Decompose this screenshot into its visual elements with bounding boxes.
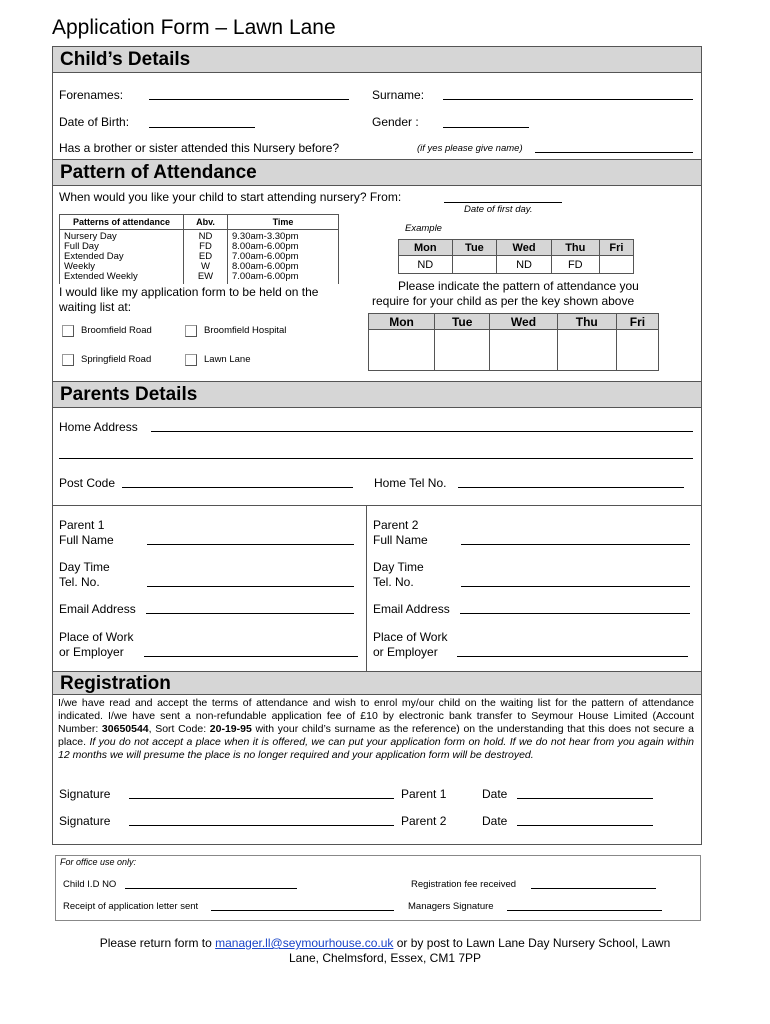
terms-italic: If you do not accept a place when it is offered, we can put your application form on hold. If we do not hear from you again within 12 months we will presume the place is no longer required and your application form will be destroyed. [58,736,695,761]
pattern-name: Extended Weekly [64,271,138,282]
pattern-abvs [184,230,228,285]
parent1-email-label: Email Address [59,602,136,616]
signature2-label: Signature [59,814,111,828]
broomfield-hospital-checkbox[interactable] [185,325,197,337]
parent1-label: Parent 1 [59,518,105,532]
parent2-tel-field[interactable] [461,586,690,587]
attendance-header: Tue [435,314,490,330]
broomfield-hospital-label: Broomfield Hospital [204,325,287,336]
attendance-cell-mon[interactable] [369,330,435,371]
parent1-tel-field[interactable] [147,586,354,587]
managers-sig-label: Managers Signature [408,901,494,912]
pattern-name: Nursery Day [64,231,117,242]
parent1-email-field[interactable] [146,613,354,614]
date2-label: Date [482,814,508,828]
date-first-day-caption: Date of first day. [464,204,533,215]
post-code-label: Post Code [59,476,116,490]
attendance-cell-fri[interactable] [616,330,658,371]
registration-terms [58,697,694,762]
parent2-work-field[interactable] [457,656,688,657]
patterns-header: Patterns of attendance [60,215,184,230]
example-header: Thu [551,240,599,256]
parent1-fullname-field[interactable] [147,544,354,545]
pattern-time: 7.00am-6.00pm [232,251,299,262]
parent2-fullname-label: Full Name [373,533,428,547]
home-address-field-2[interactable] [59,458,693,459]
pattern-abv: EW [197,271,214,282]
attendance-header: Fri [616,314,658,330]
example-header: Mon [399,240,453,256]
abv-header: Abv. [184,215,228,230]
return-email-link[interactable]: manager.ll@seymourhouse.co.uk [215,936,394,950]
start-date-field[interactable] [444,202,562,203]
attendance-table [368,313,659,371]
sibling-note: (if yes please give name) [417,143,523,154]
forenames-label: Forenames: [59,88,124,102]
pattern-name: Full Day [64,241,99,252]
pattern-abv: ND [198,231,213,242]
example-cell: ND [399,256,453,274]
pattern-abv: ED [198,251,213,262]
pattern-time: 8.00am-6.00pm [232,241,299,252]
parent1-daytime-label: Day Time [59,560,110,574]
example-cell [452,256,497,274]
example-cell [599,256,633,274]
pattern-names [60,230,184,285]
parent1-fullname-label: Full Name [59,533,114,547]
form-title: Application Form – Lawn Lane [52,16,336,39]
pattern-abv: FD [199,241,212,252]
home-tel-label: Home Tel No. [374,476,447,490]
springfield-road-label: Springfield Road [81,354,152,365]
parent2-telno-label: Tel. No. [373,575,414,589]
attendance-header: Wed [490,314,557,330]
date2-field[interactable] [517,825,653,826]
lawn-lane-label: Lawn Lane [204,354,251,365]
parents-divider [52,505,702,506]
pattern-name: Weekly [64,261,95,272]
pattern-times [228,230,339,285]
account-number: 30650544 [101,723,149,735]
waiting-list-text-2: waiting list at: [59,300,132,314]
gender-label: Gender : [372,115,419,129]
lawn-lane-checkbox[interactable] [185,354,197,366]
pattern-name: Extended Day [64,251,124,262]
sig-parent1-label: Parent 1 [401,787,447,801]
pattern-abv: W [201,261,210,272]
receipt-label: Receipt of application letter sent [63,901,199,912]
parent2-email-field[interactable] [460,613,690,614]
time-header: Time [228,215,339,230]
patterns-table [59,214,339,284]
home-address-field[interactable] [151,431,693,432]
signature2-field[interactable] [129,825,394,826]
date1-field[interactable] [517,798,653,799]
footer-prefix: Please return form to [99,936,216,950]
terms-text: I/we have read and accept the terms of attendance and wish to enrol my/our child on the waiting list for the pattern of attendance indicated. I/we have sent a non-refundable application fee of £10 by electronic bank transfer to Seymour House Limited (Account Number: [58,697,694,735]
gender-field[interactable] [443,127,529,128]
parent1-employer-label: or Employer [59,645,124,659]
start-question: When would you like your child to start attending nursery? From: [59,190,402,204]
parent1-telno-label: Tel. No. [59,575,100,589]
return-instructions [0,936,770,966]
dob-label: Date of Birth: [59,115,130,129]
attendance-header: Thu [557,314,616,330]
sort-code: 20-19-95 [209,723,252,735]
receipt-field[interactable] [211,910,394,911]
child-id-field[interactable] [125,888,297,889]
example-table [398,239,634,274]
example-header: Fri [599,240,633,256]
indicate-text-1: Please indicate the pattern of attendance you [398,279,639,293]
indicate-text-2: require for your child as per the key shown above [372,294,635,308]
parent1-work-field[interactable] [144,656,358,657]
sibling-name-field[interactable] [535,152,693,153]
example-header: Wed [497,240,551,256]
child-id-label: Child I.D NO [63,879,117,890]
registration-heading: Registration [52,671,702,695]
surname-field[interactable] [443,99,693,100]
pattern-time: 7.00am-6.00pm [232,271,299,282]
parents-heading: Parents Details [52,381,702,408]
footer-line-2: Lane, Chelmsford, Essex, CM1 7PP [288,951,482,965]
example-cell: FD [551,256,599,274]
footer-line-1 [0,936,770,951]
attendance-cell-thu[interactable] [557,330,616,371]
example-cell: ND [497,256,551,274]
home-address-label: Home Address [59,420,138,434]
example-header: Tue [452,240,497,256]
signature1-field[interactable] [129,798,394,799]
home-tel-field[interactable] [458,487,684,488]
terms-text: , Sort Code: [148,723,210,735]
example-label: Example [405,223,442,234]
attendance-heading: Pattern of Attendance [52,159,702,186]
pattern-time: 8.00am-6.00pm [232,261,299,272]
reg-fee-label: Registration fee received [411,879,517,890]
parent2-work-label: Place of Work [373,630,448,644]
surname-label: Surname: [372,88,425,102]
footer-suffix: or by post to Lawn Lane Day Nursery School, Lawn [393,936,671,950]
parent2-fullname-field[interactable] [461,544,690,545]
parent1-work-label: Place of Work [59,630,134,644]
terms-text: with your child’s surname as the reference) on the understanding that this does not secure a place. [58,723,695,748]
waiting-list-text-1: I would like my application form to be held on the [59,285,319,299]
broomfield-road-label: Broomfield Road [81,325,152,336]
attendance-header: Mon [369,314,435,330]
childs-details-heading: Child’s Details [52,46,702,73]
parent2-employer-label: or Employer [373,645,438,659]
pattern-time: 9.30am-3.30pm [232,231,299,242]
reg-fee-field[interactable] [531,888,656,889]
broomfield-road-checkbox[interactable] [62,325,74,337]
attendance-cell-tue[interactable] [435,330,490,371]
parents-column-divider [366,505,367,671]
springfield-road-checkbox[interactable] [62,354,74,366]
dob-field[interactable] [149,127,255,128]
signature1-label: Signature [59,787,111,801]
sig-parent2-label: Parent 2 [401,814,447,828]
date1-label: Date [482,787,508,801]
parent2-label: Parent 2 [373,518,419,532]
post-code-field[interactable] [122,487,353,488]
attendance-cell-wed[interactable] [490,330,557,371]
parent2-email-label: Email Address [373,602,450,616]
parent2-daytime-label: Day Time [373,560,424,574]
forenames-field[interactable] [149,99,349,100]
office-heading: For office use only: [60,857,137,867]
managers-sig-field[interactable] [507,910,662,911]
sibling-question: Has a brother or sister attended this Nursery before? [59,141,340,155]
